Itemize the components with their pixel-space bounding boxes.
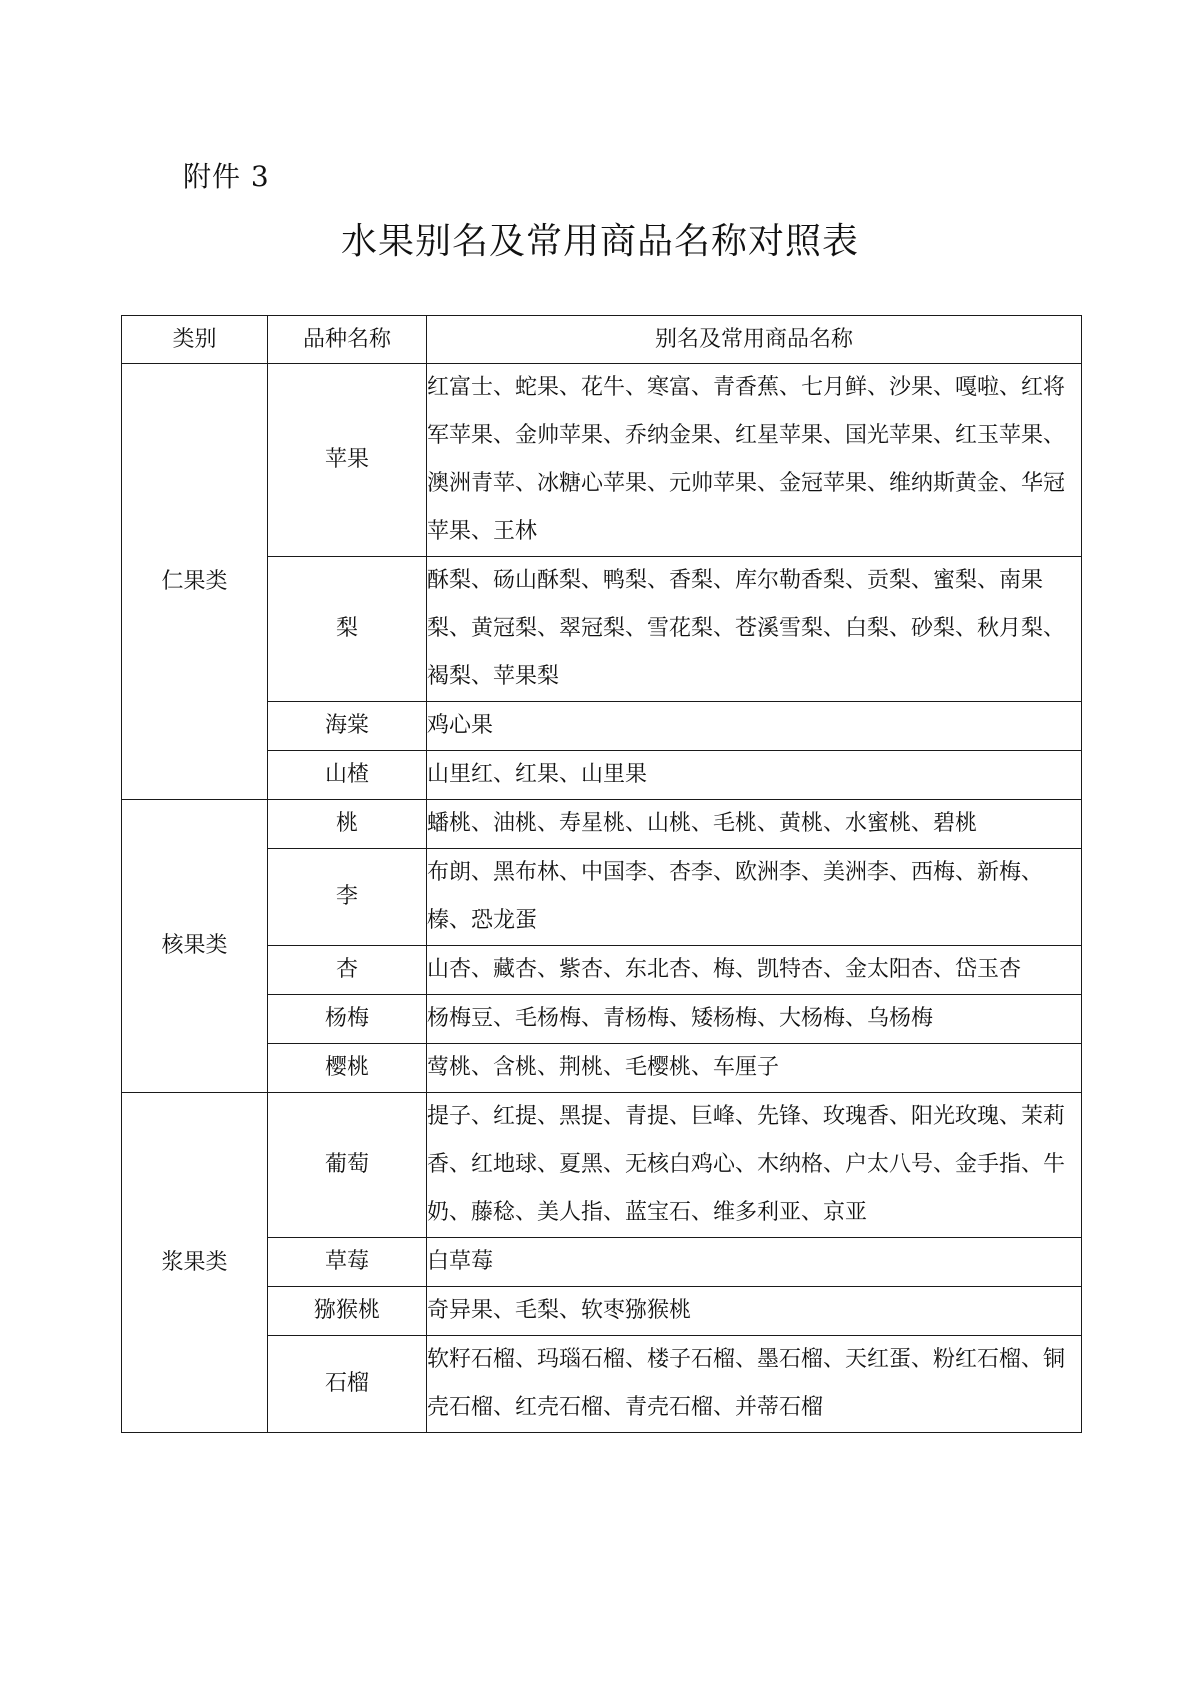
variety-cell: 山楂: [268, 751, 427, 800]
variety-cell: 桃: [268, 800, 427, 849]
variety-cell: 海棠: [268, 702, 427, 751]
aliases-cell: 蟠桃、油桃、寿星桃、山桃、毛桃、黄桃、水蜜桃、碧桃: [427, 800, 1082, 849]
aliases-cell: 白草莓: [427, 1238, 1082, 1287]
header-aliases: 别名及常用商品名称: [427, 316, 1082, 364]
variety-cell: 梨: [268, 557, 427, 702]
aliases-cell: 奇异果、毛梨、软枣猕猴桃: [427, 1287, 1082, 1336]
table-row: [122, 800, 1082, 849]
header-category: 类别: [122, 316, 268, 364]
category-cell: 核果类: [122, 800, 268, 1093]
table-row: [122, 1093, 1082, 1238]
category-cell: 仁果类: [122, 364, 268, 800]
document-title: 水果别名及常用商品名称对照表: [340, 221, 859, 262]
aliases-cell: 杨梅豆、毛杨梅、青杨梅、矮杨梅、大杨梅、乌杨梅: [427, 995, 1082, 1044]
variety-cell: 葡萄: [268, 1093, 427, 1238]
fruit-alias-table: [121, 315, 1082, 1433]
variety-cell: 杏: [268, 946, 427, 995]
annex-label: 附件 3: [183, 160, 270, 193]
table-header-row: [122, 316, 1082, 364]
variety-cell: 石榴: [268, 1336, 427, 1433]
variety-cell: 樱桃: [268, 1044, 427, 1093]
variety-cell: 杨梅: [268, 995, 427, 1044]
aliases-cell: 鸡心果: [427, 702, 1082, 751]
table-row: [122, 364, 1082, 557]
aliases-cell: 红富士、蛇果、花牛、寒富、青香蕉、七月鲜、沙果、嘎啦、红将军苹果、金帅苹果、乔纳金果、红星苹果、国光苹果、红玉苹果、澳洲青苹、冰糖心苹果、元帅苹果、金冠苹果、维纳斯黄金、华冠苹果、王林: [427, 364, 1082, 557]
variety-cell: 猕猴桃: [268, 1287, 427, 1336]
header-variety: 品种名称: [268, 316, 427, 364]
aliases-cell: 山杏、藏杏、紫杏、东北杏、梅、凯特杏、金太阳杏、岱玉杏: [427, 946, 1082, 995]
aliases-cell: 山里红、红果、山里果: [427, 751, 1082, 800]
aliases-cell: 酥梨、砀山酥梨、鸭梨、香梨、库尔勒香梨、贡梨、蜜梨、南果梨、黄冠梨、翠冠梨、雪花梨、苍溪雪梨、白梨、砂梨、秋月梨、褐梨、苹果梨: [427, 557, 1082, 702]
variety-cell: 草莓: [268, 1238, 427, 1287]
aliases-cell: 软籽石榴、玛瑙石榴、楼子石榴、墨石榴、天红蛋、粉红石榴、铜壳石榴、红壳石榴、青壳石榴、并蒂石榴: [427, 1336, 1082, 1433]
aliases-cell: 提子、红提、黑提、青提、巨峰、先锋、玫瑰香、阳光玫瑰、茉莉香、红地球、夏黑、无核白鸡心、木纳格、户太八号、金手指、牛奶、藤稔、美人指、蓝宝石、维多利亚、京亚: [427, 1093, 1082, 1238]
category-cell: 浆果类: [122, 1093, 268, 1433]
variety-cell: 苹果: [268, 364, 427, 557]
aliases-cell: 莺桃、含桃、荆桃、毛樱桃、车厘子: [427, 1044, 1082, 1093]
aliases-cell: 布朗、黑布林、中国李、杏李、欧洲李、美洲李、西梅、新梅、榛、恐龙蛋: [427, 849, 1082, 946]
variety-cell: 李: [268, 849, 427, 946]
